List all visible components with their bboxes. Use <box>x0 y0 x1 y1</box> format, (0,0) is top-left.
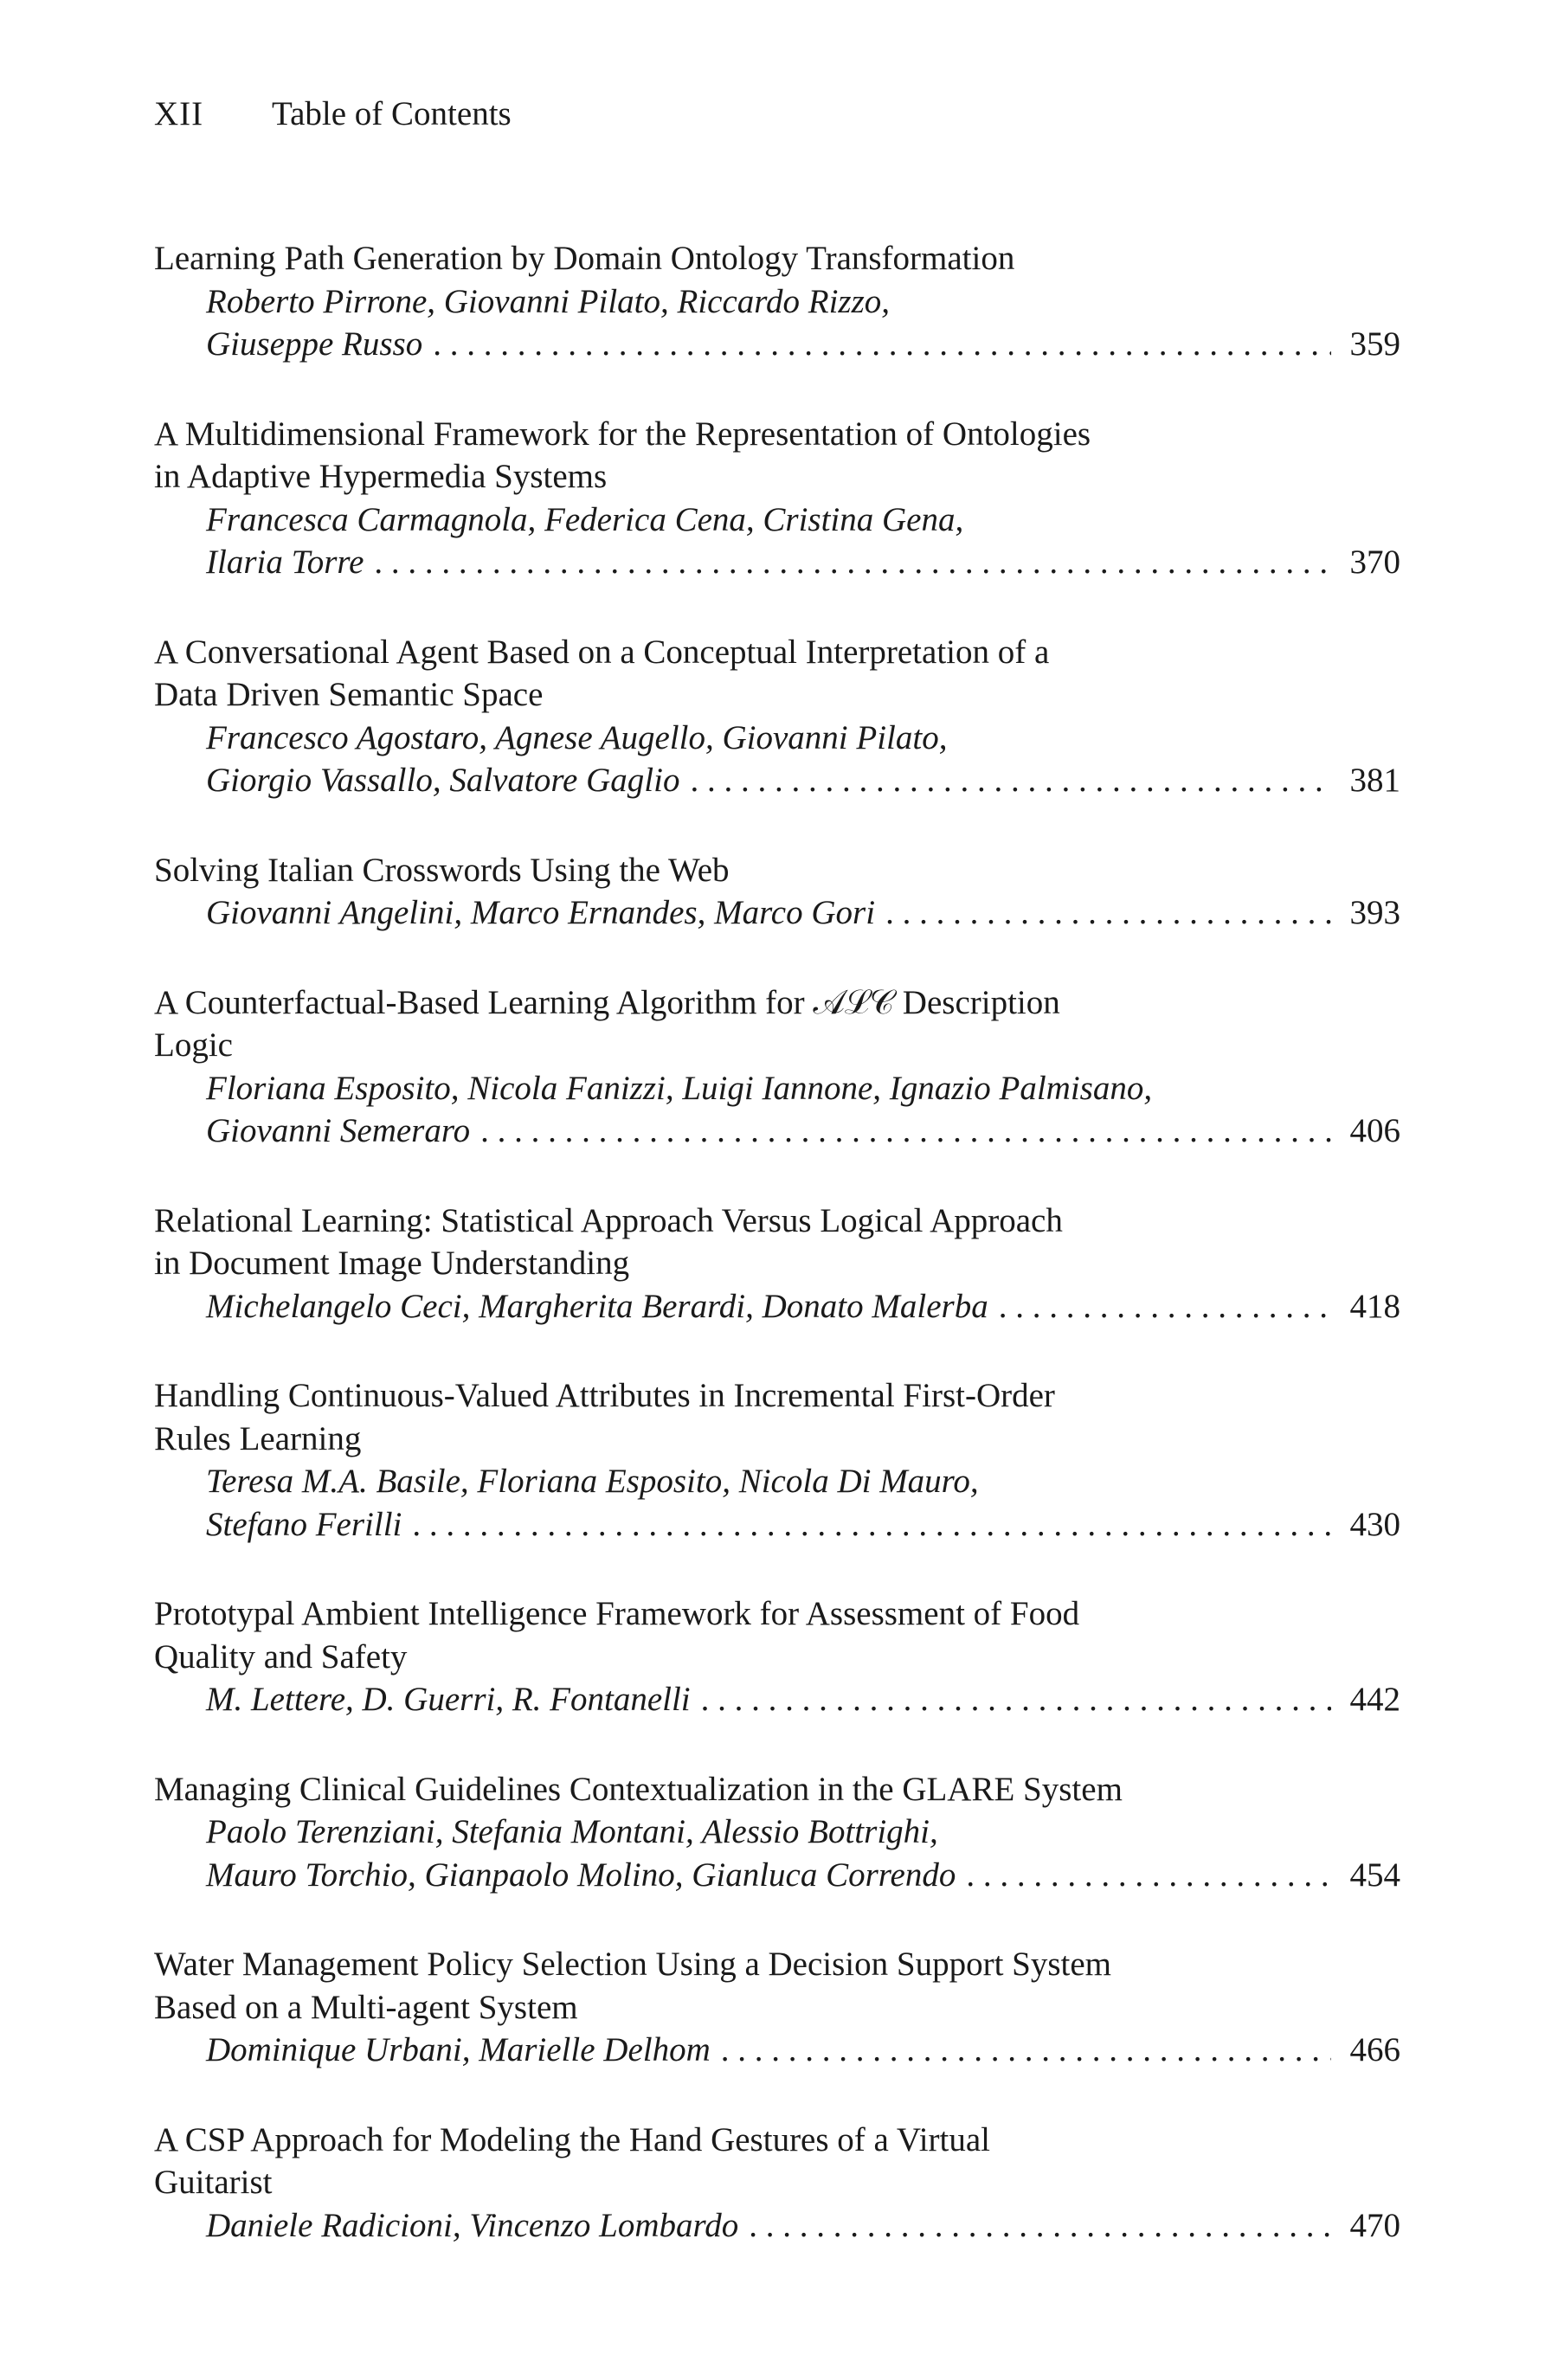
entry-author-line: Floriana Esposito, Nicola Fanizzi, Luigi Iannone, Ignazio Palmisano, <box>206 1069 1153 1107</box>
entry-author-line: M. Lettere, D. Guerri, R. Fontanelli <box>206 1681 691 1718</box>
entry-page-number[interactable]: 418 <box>1349 1287 1400 1325</box>
entry-title-line: Handling Continuous-Valued Attributes in Incremental First-Order <box>154 1377 1055 1414</box>
entry-authors <box>154 2204 1400 2248</box>
toc-entry[interactable] <box>154 849 1400 935</box>
dot-leader <box>433 323 1331 366</box>
dot-leader <box>701 1678 1331 1721</box>
toc-entry[interactable] <box>154 1768 1400 1897</box>
page-folio: XII <box>154 95 204 132</box>
toc-entry[interactable] <box>154 1200 1400 1328</box>
entry-author-line-with-page <box>206 2029 1400 2072</box>
entry-page-number[interactable]: 470 <box>1349 2206 1400 2244</box>
entry-authors <box>154 1811 1400 1896</box>
dot-leader <box>885 891 1331 935</box>
dot-leader <box>690 759 1331 802</box>
entry-title-line: Logic <box>154 1026 233 1064</box>
dot-leader <box>721 2029 1331 2072</box>
entry-author-line: Stefano Ferilli <box>206 1505 402 1543</box>
entry-title-line: Relational Learning: Statistical Approach Versus Logical Approach <box>154 1201 1063 1239</box>
entry-title-line: Prototypal Ambient Intelligence Framework for Assessment of Food <box>154 1595 1080 1632</box>
toc-entry[interactable] <box>154 237 1400 366</box>
entry-title-line: Based on a Multi-agent System <box>154 1988 578 2026</box>
toc-entry[interactable] <box>154 631 1400 802</box>
entry-title-line: Data Driven Semantic Space <box>154 676 544 713</box>
dot-leader <box>412 1503 1331 1547</box>
entry-author-line: Francesca Carmagnola, Federica Cena, Cristina Gena, <box>206 500 964 538</box>
entry-title-line: in Adaptive Hypermedia Systems <box>154 458 608 495</box>
entry-author-line-with-page <box>206 1503 1400 1547</box>
entry-page-number[interactable]: 466 <box>1349 2031 1400 2068</box>
entry-page-number[interactable]: 359 <box>1349 325 1400 363</box>
table-of-contents <box>154 237 1400 2247</box>
dot-leader <box>999 1285 1331 1328</box>
entry-author-line-with-page <box>206 1110 1400 1153</box>
dot-leader <box>374 541 1331 584</box>
entry-author-line: Dominique Urbani, Marielle Delhom <box>206 2031 711 2068</box>
entry-title-line: Guitarist <box>154 2164 273 2201</box>
entry-author-line-with-page <box>206 891 1400 935</box>
entry-author-line-with-page <box>206 1285 1400 1328</box>
entry-page-number[interactable]: 370 <box>1349 544 1400 581</box>
entry-title-line: A Multidimensional Framework for the Representation of Ontologies <box>154 415 1091 453</box>
toc-entry[interactable] <box>154 1943 1400 2072</box>
toc-entry[interactable] <box>154 1592 1400 1721</box>
entry-author-line: Giorgio Vassallo, Salvatore Gaglio <box>206 762 680 799</box>
entry-page-number[interactable]: 381 <box>1349 762 1400 799</box>
entry-author-line: Michelangelo Ceci, Margherita Berardi, Donato Malerba <box>206 1287 988 1325</box>
entry-title-line: A Conversational Agent Based on a Conceptual Interpretation of a <box>154 633 1050 671</box>
entry-author-line-with-page <box>206 1678 1400 1721</box>
entry-author-line: Ilaria Torre <box>206 544 364 581</box>
entry-author-line-with-page <box>206 2204 1400 2248</box>
entry-author-line: Paolo Terenziani, Stefania Montani, Alessio Bottrighi, <box>206 1813 938 1850</box>
entry-authors <box>154 1067 1400 1153</box>
entry-author-line: Mauro Torchio, Gianpaolo Molino, Gianluca Correndo <box>206 1856 956 1894</box>
entry-author-line-with-page <box>206 323 1400 366</box>
entry-authors <box>154 499 1400 584</box>
entry-title-line: Rules Learning <box>154 1419 362 1457</box>
entry-authors <box>154 2029 1400 2072</box>
toc-entry[interactable] <box>154 1374 1400 1546</box>
entry-authors <box>154 280 1400 366</box>
entry-page-number[interactable]: 406 <box>1349 1112 1400 1149</box>
entry-page-number[interactable]: 430 <box>1349 1505 1400 1543</box>
entry-author-line-with-page <box>206 541 1400 584</box>
entry-author-line: Giovanni Angelini, Marco Ernandes, Marco Gori <box>206 894 876 931</box>
entry-page-number[interactable]: 442 <box>1349 1681 1400 1718</box>
entry-author-line: Teresa M.A. Basile, Floriana Esposito, Nicola Di Mauro, <box>206 1463 979 1500</box>
dot-leader <box>966 1854 1331 1897</box>
entry-title-line: Quality and Safety <box>154 1637 408 1676</box>
entry-authors <box>154 891 1400 935</box>
entry-authors <box>154 1460 1400 1546</box>
toc-entry[interactable] <box>154 981 1400 1153</box>
entry-author-line-with-page <box>206 759 1400 802</box>
entry-page-number[interactable]: 393 <box>1349 894 1400 931</box>
entry-author-line: Francesco Agostaro, Agnese Augello, Giovanni Pilato, <box>206 718 948 756</box>
dot-leader <box>749 2204 1331 2248</box>
entry-author-line: Roberto Pirrone, Giovanni Pilato, Riccardo Rizzo, <box>206 282 891 320</box>
entry-title-line: A Counterfactual-Based Learning Algorithm for 𝒜ℒ𝒞 Description <box>154 983 1060 1021</box>
entry-authors <box>154 1678 1400 1721</box>
running-head-title: Table of Contents <box>272 95 512 132</box>
entry-title-line: Water Management Policy Selection Using a Decision Support System <box>154 1946 1111 1983</box>
entry-title-line: Learning Path Generation by Domain Ontology Transformation <box>154 240 1015 277</box>
dot-leader <box>480 1110 1331 1153</box>
entry-title-line: in Document Image Understanding <box>154 1245 630 1282</box>
entry-author-line: Giuseppe Russo <box>206 325 423 363</box>
document-page <box>154 95 1400 2293</box>
entry-title-line: Solving Italian Crosswords Using the Web <box>154 851 730 889</box>
toc-entry[interactable] <box>154 2119 1400 2248</box>
entry-title-line: Managing Clinical Guidelines Contextualization in the GLARE System <box>154 1770 1123 1808</box>
entry-author-line: Daniele Radicioni, Vincenzo Lombardo <box>206 2206 739 2244</box>
entry-authors <box>154 717 1400 802</box>
entry-author-line-with-page <box>206 1854 1400 1897</box>
running-head <box>154 95 1400 133</box>
entry-page-number[interactable]: 454 <box>1349 1856 1400 1894</box>
entry-authors <box>154 1285 1400 1328</box>
entry-title-line: A CSP Approach for Modeling the Hand Gestures of a Virtual <box>154 2120 991 2158</box>
toc-entry[interactable] <box>154 413 1400 584</box>
entry-author-line: Giovanni Semeraro <box>206 1112 471 1149</box>
